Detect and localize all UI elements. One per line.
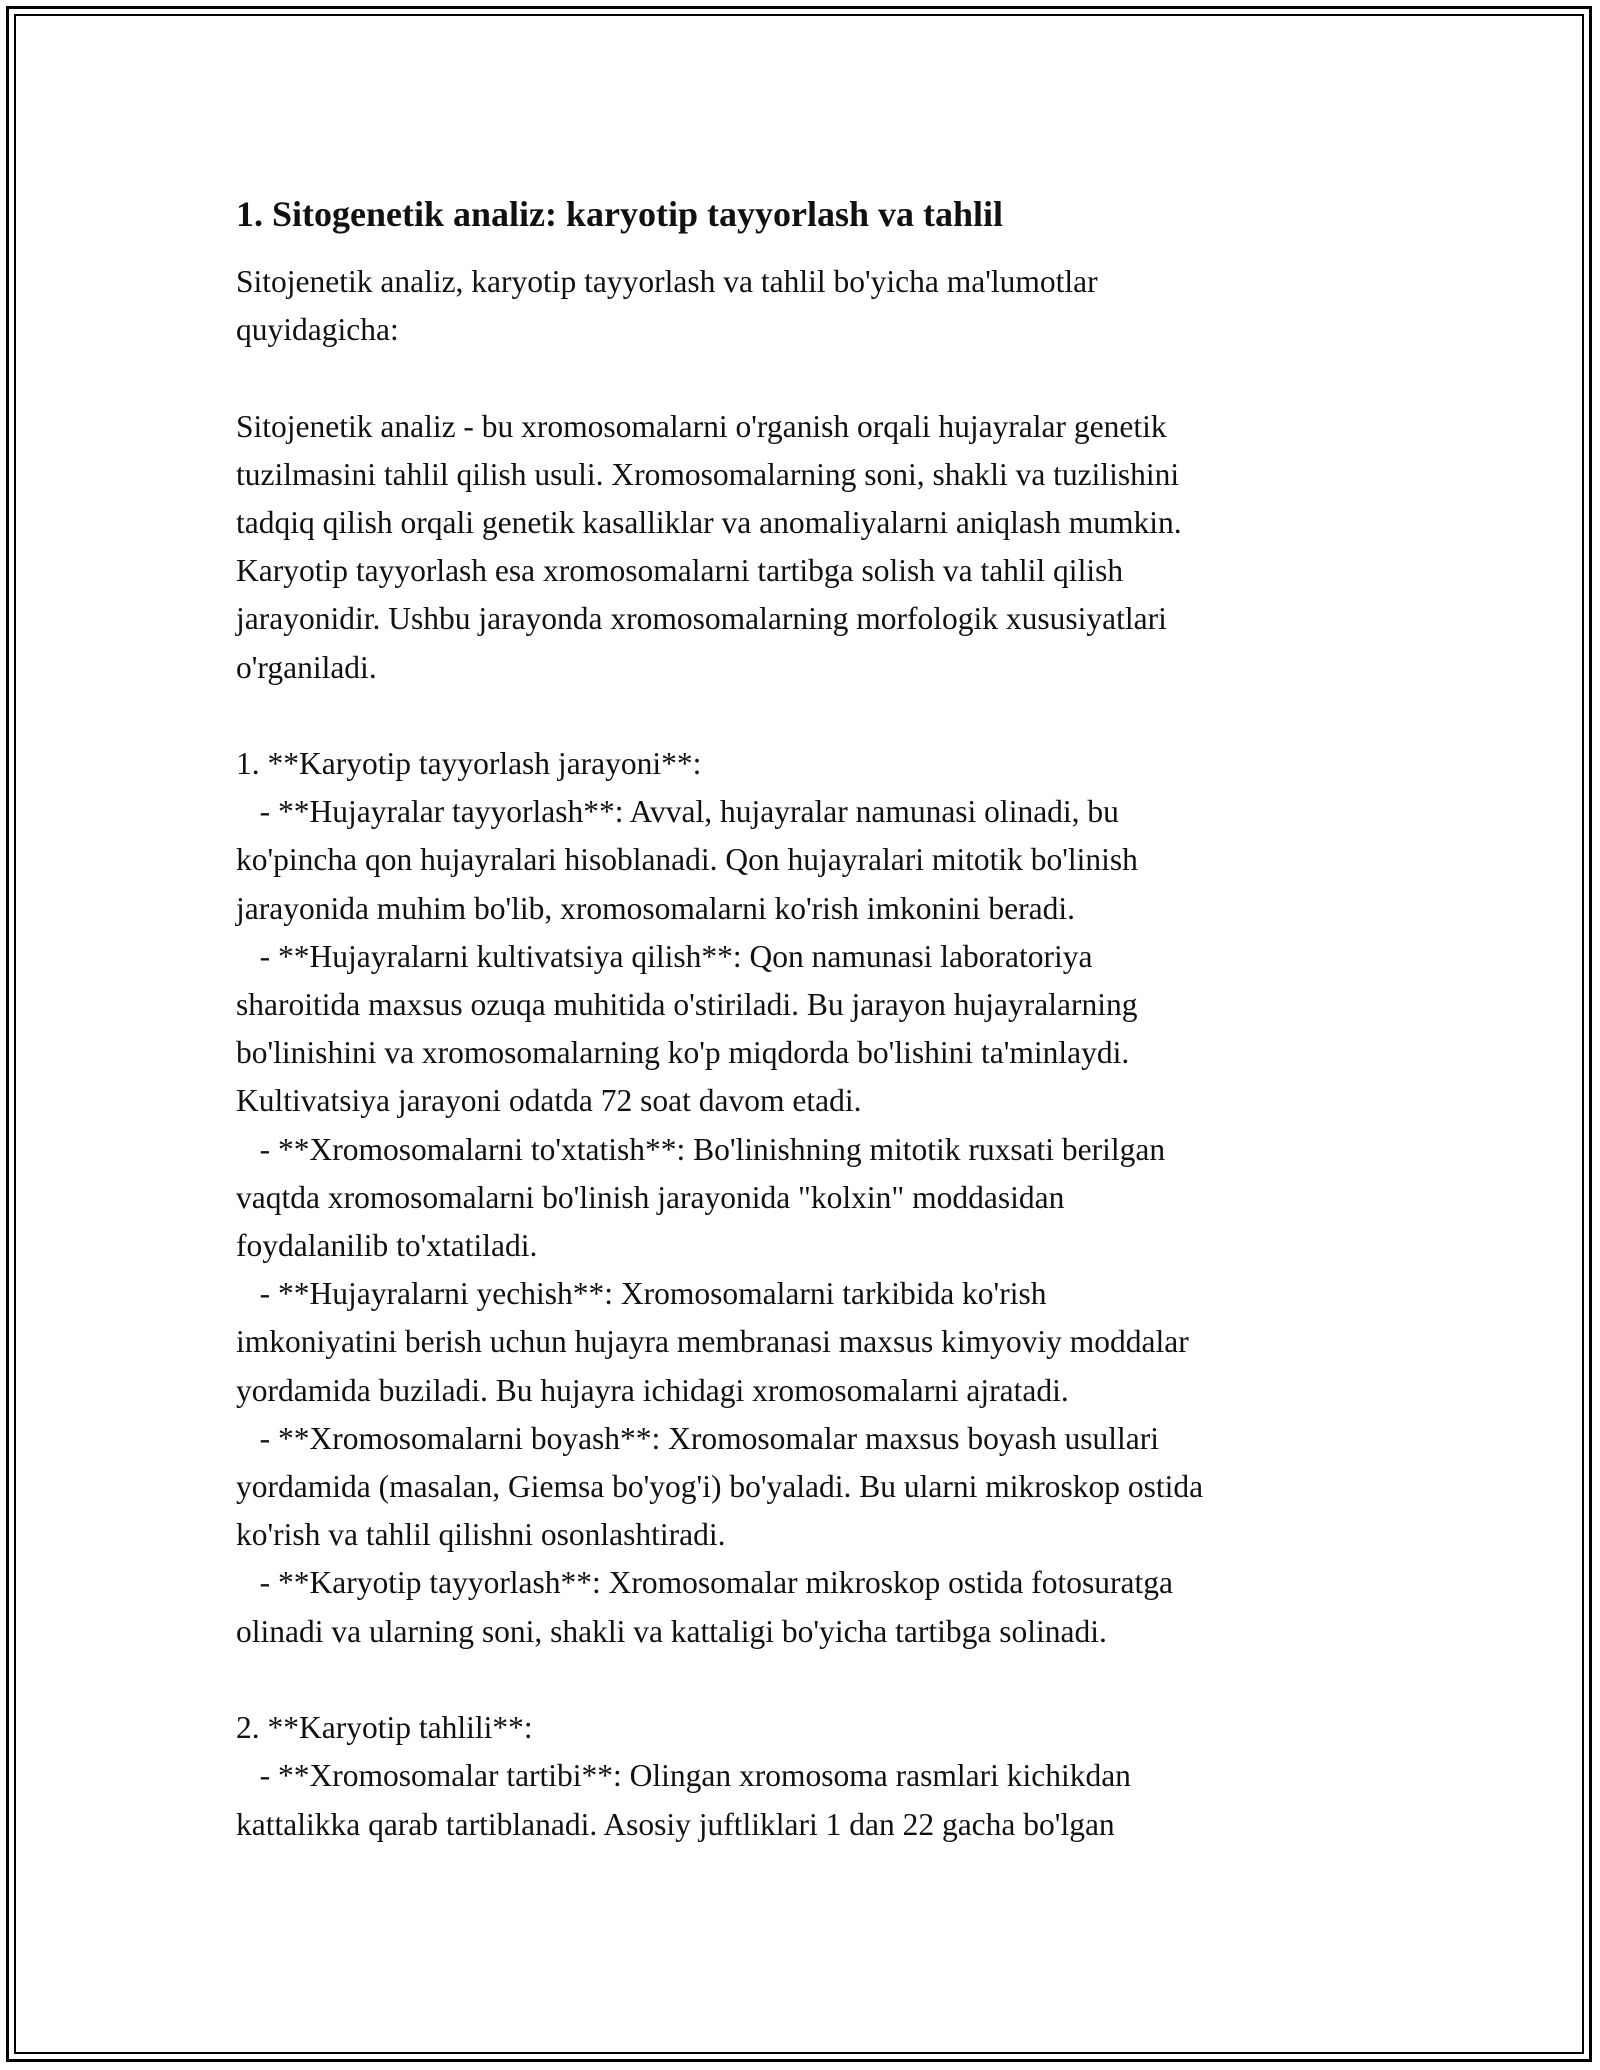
document-content [236,192,1386,1849]
document-body-text: Sitojenetik analiz, karyotip tayyorlash va tahlil bo'yicha ma'lumotlar quyidagicha: Sitojenetik analiz - bu xromosomalarni o'rganish orqali hujayralar genetik tuzilmasini tahlil qilish usuli. Xromosomalarning soni, shakli va tuzilishini tadqiq qilish orqali genetik kasalliklar va anomaliyalarni aniqlash mumkin. Karyotip tayyorlash esa xromosomalarni tartibga solish va tahlil qilish jarayonidir. Ushbu jarayonda xromosomalarning morfologik xususiyatlari o'rganiladi. 1. **Karyotip tayyorlash jarayoni**: - **Hujayralar tayyorlash**: Avval, hujayralar namunasi olinadi, bu ko'pincha qon hujayralari hisoblanadi. Qon hujayralari mitotik bo'linish jarayonida muhim bo'lib, xromosomalarni ko'rish imkonini beradi. - **Hujayralarni kultivatsiya qilish**: Qon namunasi laboratoriya sharoitida maxsus ozuqa muhitida o'stiriladi. Bu jarayon hujayralarning bo'linishini va xromosomalarning ko'p miqdorda bo'lishini ta'minlaydi. Kultivatsiya jarayoni odatda 72 soat davom etadi. - **Xromosomalarni to'xtatish**: Bo'linishning mitotik ruxsati berilgan vaqtda xromosomalarni bo'linish jarayonida "kolxin" moddasidan foydalanilib to'xtatiladi. - **Hujayralarni yechish**: Xromosomalarni tarkibida ko'rish imkoniyatini berish uchun hujayra membranasi maxsus kimyoviy moddalar yordamida buziladi. Bu hujayra ichidagi xromosomalarni ajratadi. - **Xromosomalarni boyash**: Xromosomalar maxsus boyash usullari yordamida (masalan, Giemsa bo'yog'i) bo'yaladi. Bu ularni mikroskop ostida ko'rish va tahlil qilishni osonlashtiradi. - **Karyotip tayyorlash**: Xromosomalar mikroskop ostida fotosuratga olinadi va ularning soni, shakli va kattaligi bo'yicha tartibga solinadi. 2. **Karyotip tahlili**: - **Xromosomalar tartibi**: Olingan xromosoma rasmlari kichikdan kattalikka qarab tartiblanadi. Asosiy juftliklari 1 dan 22 gacha bo'lgan [236,264,1204,1842]
document-heading: 1. Sitogenetik analiz: karyotip tayyorlash va tahlil [236,194,1004,234]
